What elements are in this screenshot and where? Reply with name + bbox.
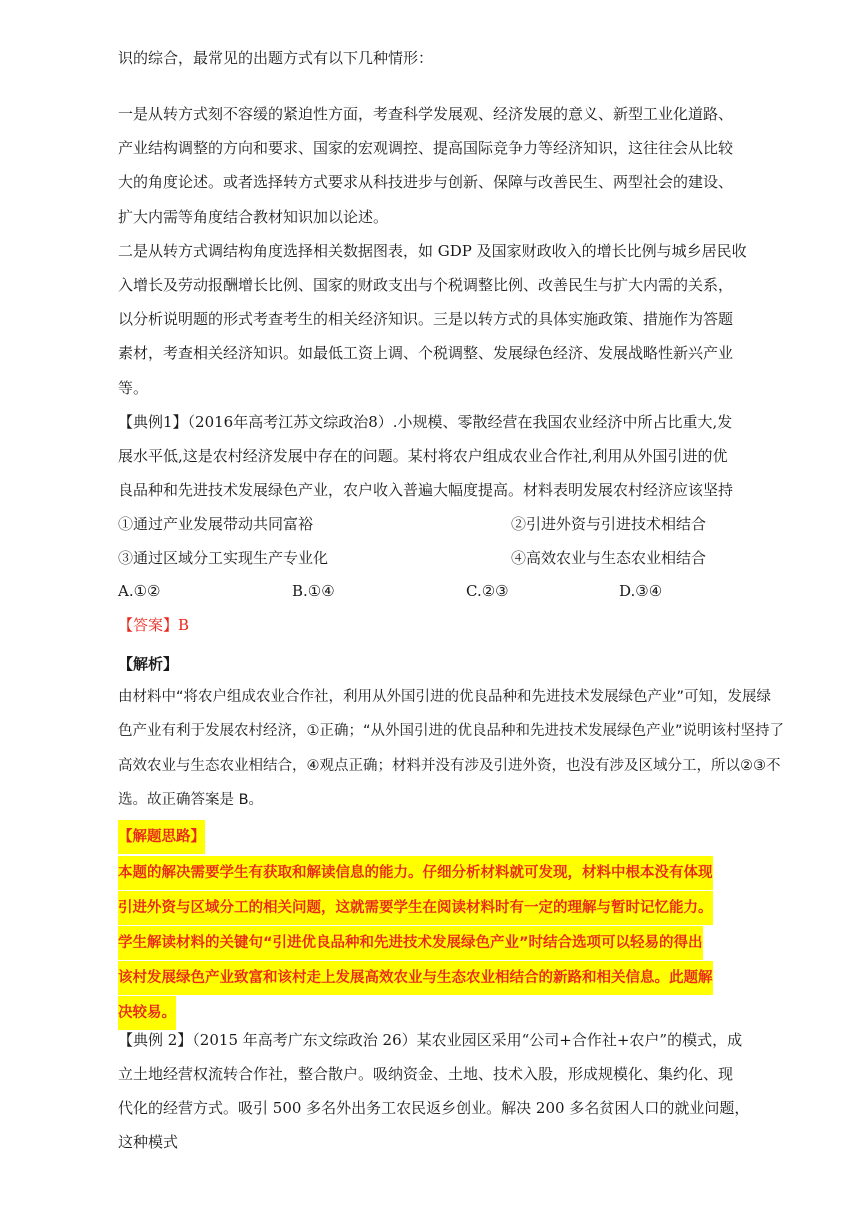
example1-line: 良品种和先进技术发展绿色产业，农户收入普遍大幅度提高。材料表明发展农村经济应该坚持 bbox=[118, 481, 734, 499]
analysis-label: 【解析】 bbox=[118, 655, 179, 673]
intro-line: 大的角度论述。或者选择转方式要求从科技进步与创新、保障与改善民生、两型社会的建设、 bbox=[118, 173, 734, 191]
choice-a: A.①② bbox=[118, 582, 161, 600]
example1-line: 展水平低,这是农村经济发展中存在的问题。某村将农户组成农业合作社,利用从外国引进的优 bbox=[118, 447, 728, 465]
example2-line: 代化的经营方式。吸引 500 多名外出务工农民返乡创业。解决 200 多名贫困人口的就业问题， bbox=[118, 1099, 750, 1117]
thinking-line: 决较易。 bbox=[118, 996, 176, 1030]
analysis-line: 选。故正确答案是 B。 bbox=[118, 792, 264, 808]
intro-line: 素材，考查相关经济知识。如最低工资上调、个税调整、发展绿色经济、发展战略性新兴产业 bbox=[118, 344, 734, 362]
intro-line: 二是从转方式调结构角度选择相关数据图表，如 GDP 及国家财政收入的增长比例与城乡居民收 bbox=[118, 242, 747, 260]
statement-1: ①通过产业发展带动共同富裕 bbox=[118, 515, 314, 533]
statement-3: ③通过区域分工实现生产专业化 bbox=[118, 549, 329, 567]
thinking-line: 学生解读材料的关键句“引进优良品种和先进技术发展绿色产业”时结合选项可以轻易的得出 bbox=[118, 926, 703, 960]
intro-line: 入增长及劳动报酬增长比例、国家的财政支出与个税调整比例、改善民生与扩大内需的关系， bbox=[118, 276, 734, 294]
intro-line: 识的综合，最常见的出题方式有以下几种情形： bbox=[118, 49, 434, 67]
analysis-line: 色产业有利于发展农村经济，①正确；“从外国引进的优良品种和先进技术发展绿色产业”说明该村坚持了 bbox=[118, 723, 785, 739]
statement-4: ④高效农业与生态农业相结合 bbox=[511, 549, 707, 567]
example2-line: 【典例 2】（2015 年高考广东文综政治 26）某农业园区采用“公司+合作社+农户”的模式，成 bbox=[118, 1031, 743, 1049]
choice-b: B.①④ bbox=[292, 582, 335, 600]
analysis-line: 由材料中“将农户组成农业合作社，利用从外国引进的优良品种和先进技术发展绿色产业”可知，发展绿 bbox=[118, 689, 772, 705]
analysis-line: 高效农业与生态农业相结合，④观点正确；材料并没有涉及引进外资，也没有涉及区域分工，所以②③不 bbox=[118, 758, 781, 774]
intro-line: 以分析说明题的形式考查考生的相关经济知识。三是以转方式的具体实施政策、措施作为答题 bbox=[118, 310, 734, 328]
thinking-line: 本题的解决需要学生有获取和解读信息的能力。仔细分析材料就可发现，材料中根本没有体现 bbox=[118, 856, 713, 890]
thinking-line: 引进外资与区域分工的相关问题，这就需要学生在阅读材料时有一定的理解与暂时记忆能力。 bbox=[118, 891, 713, 925]
example2-line: 这种模式 bbox=[118, 1133, 179, 1151]
intro-line: 一是从转方式刻不容缓的紧迫性方面，考查科学发展观、经济发展的意义、新型工业化道路、 bbox=[118, 105, 734, 123]
intro-line: 扩大内需等角度结合教材知识加以论述。 bbox=[118, 208, 389, 226]
choice-d: D.③④ bbox=[619, 582, 663, 600]
thinking-line: 该村发展绿色产业致富和该村走上发展高效农业与生态农业相结合的新路和相关信息。此题解 bbox=[118, 961, 713, 995]
intro-line: 等。 bbox=[118, 379, 149, 397]
answer-label: 【答案】B bbox=[118, 616, 190, 634]
example2-line: 立土地经营权流转合作社，整合散户。吸纳资金、土地、技术入股，形成规模化、集约化、现 bbox=[118, 1065, 734, 1083]
example1-line: 【典例1】（2016年高考江苏文综政治8）.小规模、零散经营在我国农业经济中所占比重大,发 bbox=[118, 413, 733, 431]
statement-2: ②引进外资与引进技术相结合 bbox=[511, 515, 707, 533]
thinking-label: 【解题思路】 bbox=[118, 820, 205, 854]
intro-line: 产业结构调整的方向和要求、国家的宏观调控、提高国际竞争力等经济知识，这往往会从比较 bbox=[118, 139, 734, 157]
choice-c: C.②③ bbox=[466, 582, 509, 600]
